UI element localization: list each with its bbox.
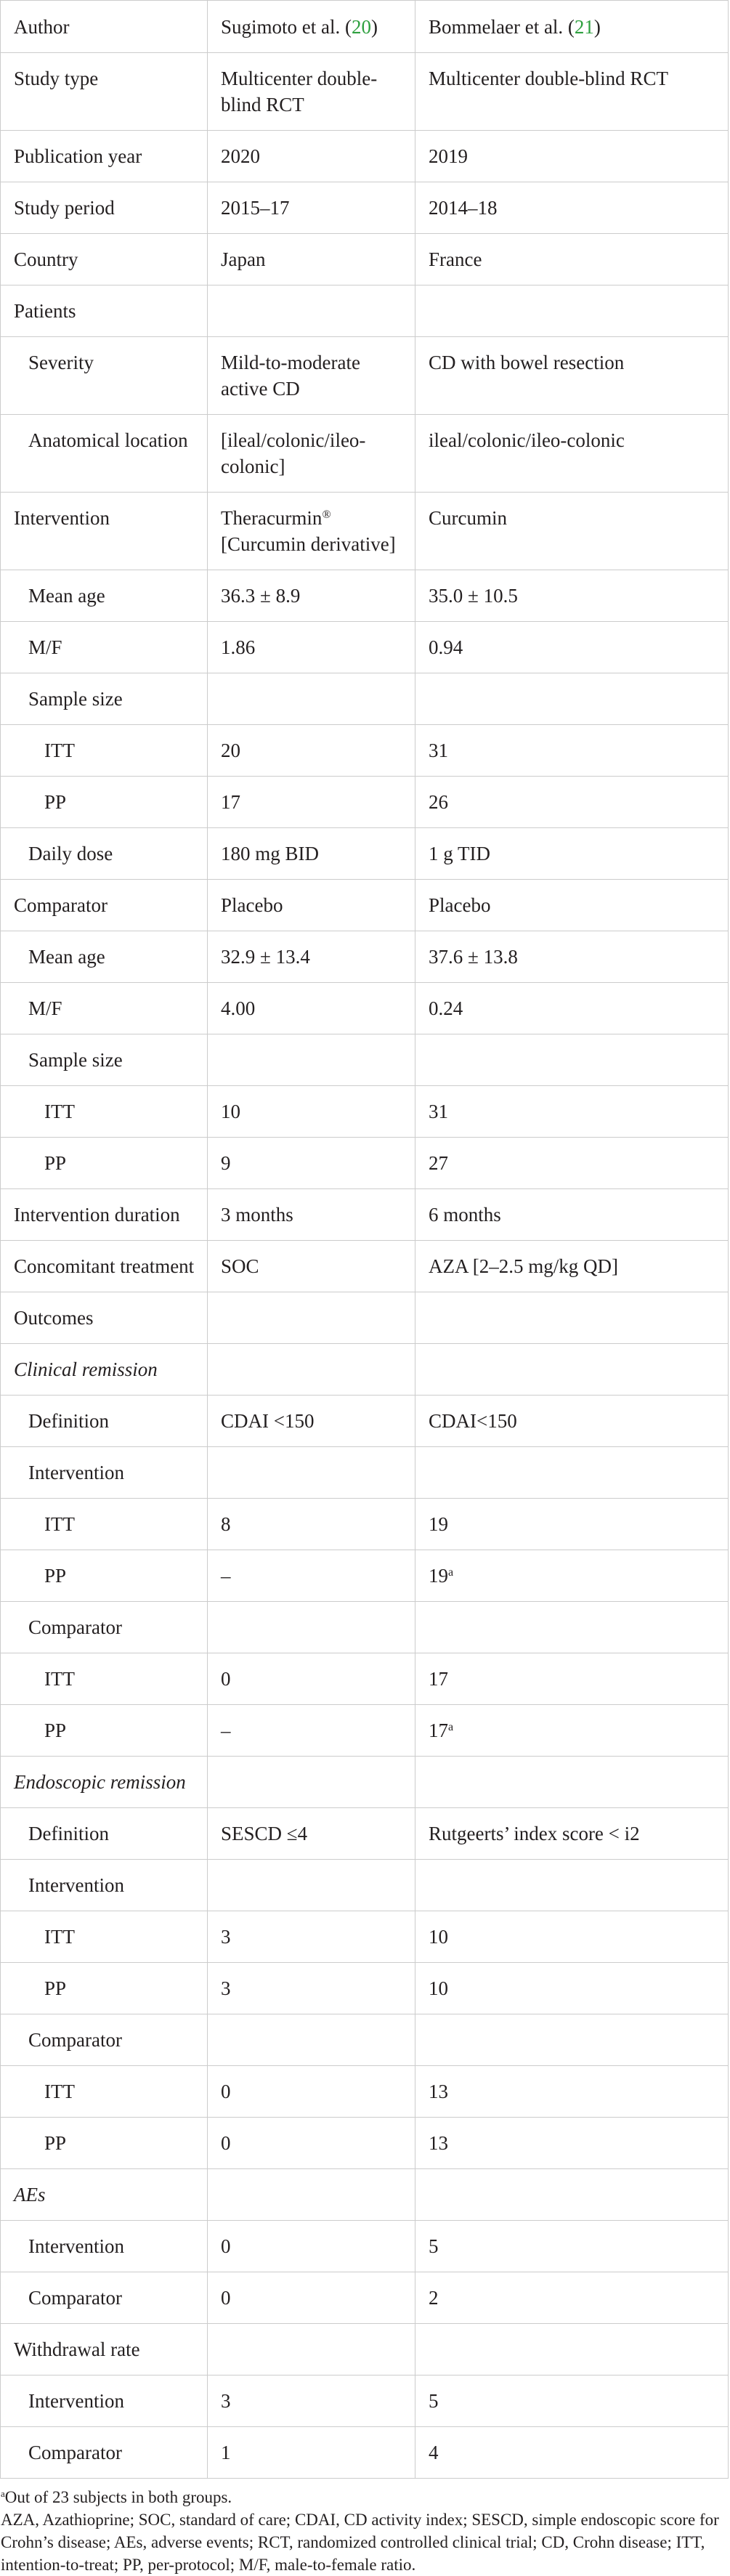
- table-row: [1, 1808, 729, 1860]
- row-label: M/F: [1, 983, 208, 1034]
- cell-bommelaer: 0.24: [415, 983, 729, 1034]
- cell-sugimoto: 1: [208, 2427, 415, 2479]
- cell-bommelaer: [415, 1602, 729, 1653]
- cell-bommelaer: 1 g TID: [415, 828, 729, 880]
- row-label: PP: [1, 777, 208, 828]
- cell-bommelaer: [415, 1292, 729, 1344]
- table-row: [1, 777, 729, 828]
- row-label: Comparator: [1, 2272, 208, 2324]
- cell-sugimoto: [208, 673, 415, 725]
- table-row: [1, 2014, 729, 2066]
- row-label: ITT: [1, 1086, 208, 1138]
- cell-bommelaer: AZA [2–2.5 mg/kg QD]: [415, 1241, 729, 1292]
- footnote-mark: a: [1, 2488, 5, 2499]
- cell-sugimoto: SOC: [208, 1241, 415, 1292]
- row-label: Publication year: [1, 131, 208, 182]
- cell-sugimoto: [208, 2324, 415, 2375]
- row-label: ITT: [1, 1499, 208, 1550]
- cell-sugimoto: 3 months: [208, 1189, 415, 1241]
- table-row: [1, 725, 729, 777]
- table-row: [1, 828, 729, 880]
- table-row: [1, 1447, 729, 1499]
- cell-bommelaer: 10: [415, 1963, 729, 2014]
- table-row: [1, 2272, 729, 2324]
- cell-sugimoto: Placebo: [208, 880, 415, 931]
- table-row: [1, 1911, 729, 1963]
- row-label: PP: [1, 1550, 208, 1602]
- cell-bommelaer: Placebo: [415, 880, 729, 931]
- cell-bommelaer: 2: [415, 2272, 729, 2324]
- cell-bommelaer: France: [415, 234, 729, 285]
- footnote-a: $^a$Out of 23 subjects in both groups.: [1, 2488, 232, 2506]
- cell-bommelaer: [415, 2324, 729, 2375]
- table-row: [1, 2427, 729, 2479]
- cell-bommelaer: Rutgeerts’ index score < i2: [415, 1808, 729, 1860]
- cell-sugimoto: 0: [208, 2066, 415, 2118]
- row-label: Endoscopic remission: [1, 1757, 208, 1808]
- header-study-2: Bommelaer et al. (21): [415, 1, 729, 53]
- row-label: Intervention: [1, 1447, 208, 1499]
- table-row: [1, 1602, 729, 1653]
- cell-sugimoto: 20: [208, 725, 415, 777]
- cell-bommelaer: Multicenter double-blind RCT: [415, 53, 729, 131]
- cell-bommelaer: 13: [415, 2066, 729, 2118]
- table-row: [1, 1241, 729, 1292]
- cell-bommelaer: 17: [415, 1653, 729, 1705]
- table-row: [1, 1396, 729, 1447]
- row-label: M/F: [1, 622, 208, 673]
- cell-bommelaer: CD with bowel resection: [415, 337, 729, 415]
- cell-bommelaer: 6 months: [415, 1189, 729, 1241]
- table-row: [1, 2375, 729, 2427]
- cell-sugimoto: 1.86: [208, 622, 415, 673]
- cell-bommelaer: 31: [415, 725, 729, 777]
- row-label: Mean age: [1, 931, 208, 983]
- row-label: Comparator: [1, 2014, 208, 2066]
- row-label: ITT: [1, 1911, 208, 1963]
- cell-sugimoto: 3: [208, 2375, 415, 2427]
- cell-sugimoto: 4.00: [208, 983, 415, 1034]
- cell-bommelaer: 17$^a$: [415, 1705, 729, 1757]
- cell-sugimoto: 36.3 ± 8.9: [208, 570, 415, 622]
- table-row: [1, 1292, 729, 1344]
- row-label: Intervention: [1, 1860, 208, 1911]
- row-label: Intervention: [1, 493, 208, 570]
- table-row: [1, 1189, 729, 1241]
- row-label: Sample size: [1, 673, 208, 725]
- table-row: [1, 234, 729, 285]
- cell-bommelaer: 2019: [415, 131, 729, 182]
- cell-bommelaer: 27: [415, 1138, 729, 1189]
- cell-bommelaer: Curcumin: [415, 493, 729, 570]
- cell-bommelaer: 5: [415, 2221, 729, 2272]
- cell-sugimoto: Mild-to-moderate active CD: [208, 337, 415, 415]
- table-row: [1, 1963, 729, 2014]
- row-label: Intervention: [1, 2221, 208, 2272]
- registered-mark: ®: [322, 509, 331, 521]
- table-row: [1, 53, 729, 131]
- table-row: [1, 131, 729, 182]
- row-label: Sample size: [1, 1034, 208, 1086]
- table-row: [1, 493, 729, 570]
- cell-sugimoto: 3: [208, 1963, 415, 2014]
- row-label: ITT: [1, 1653, 208, 1705]
- row-label: Comparator: [1, 880, 208, 931]
- cell-sugimoto: Japan: [208, 234, 415, 285]
- cell-sugimoto: [208, 1757, 415, 1808]
- cell-bommelaer: [415, 1344, 729, 1396]
- cell-bommelaer: [415, 1447, 729, 1499]
- cell-sugimoto: –: [208, 1550, 415, 1602]
- cell-bommelaer: 19$^a$: [415, 1550, 729, 1602]
- cell-bommelaer: 31: [415, 1086, 729, 1138]
- header-label: Author: [1, 1, 208, 53]
- cell-bommelaer: ileal/colonic/ileo-colonic: [415, 415, 729, 493]
- row-label: Patients: [1, 285, 208, 337]
- cell-sugimoto: 10: [208, 1086, 415, 1138]
- cell-sugimoto: 9: [208, 1138, 415, 1189]
- cell-sugimoto: 32.9 ± 13.4: [208, 931, 415, 983]
- table-row: [1, 1550, 729, 1602]
- row-label: Intervention duration: [1, 1189, 208, 1241]
- row-label: PP: [1, 1963, 208, 2014]
- row-label: Country: [1, 234, 208, 285]
- row-label: Mean age: [1, 570, 208, 622]
- row-label: Definition: [1, 1808, 208, 1860]
- cell-sugimoto: 180 mg BID: [208, 828, 415, 880]
- row-label: Clinical remission: [1, 1344, 208, 1396]
- row-label: Concomitant treatment: [1, 1241, 208, 1292]
- cell-bommelaer: 26: [415, 777, 729, 828]
- cell-sugimoto: [208, 1447, 415, 1499]
- table-row: [1, 983, 729, 1034]
- table-row: [1, 2324, 729, 2375]
- cell-sugimoto: –: [208, 1705, 415, 1757]
- row-label: Study period: [1, 182, 208, 234]
- header-study-1: Sugimoto et al. (20): [208, 1, 415, 53]
- cell-sugimoto: 0: [208, 2118, 415, 2169]
- cell-sugimoto: CDAI <150: [208, 1396, 415, 1447]
- citation-link-21[interactable]: 21: [574, 16, 594, 38]
- cell-sugimoto: 17: [208, 777, 415, 828]
- table-row: [1, 182, 729, 234]
- cell-bommelaer: CDAI<150: [415, 1396, 729, 1447]
- footnote-mark: a: [448, 1721, 454, 1733]
- cell-bommelaer: [415, 285, 729, 337]
- row-label: Severity: [1, 337, 208, 415]
- table-row: [1, 673, 729, 725]
- table-row: [1, 1757, 729, 1808]
- cell-bommelaer: [415, 673, 729, 725]
- table-footnotes: [0, 2479, 730, 2576]
- table-row: [1, 570, 729, 622]
- row-label: Withdrawal rate: [1, 2324, 208, 2375]
- row-label: PP: [1, 1705, 208, 1757]
- table-row: [1, 2118, 729, 2169]
- cell-sugimoto: [208, 1292, 415, 1344]
- cell-bommelaer: 2014–18: [415, 182, 729, 234]
- table-row: [1, 931, 729, 983]
- cell-sugimoto: [ileal/colonic/ileo-colonic]: [208, 415, 415, 493]
- row-label: Study type: [1, 53, 208, 131]
- cell-bommelaer: 0.94: [415, 622, 729, 673]
- table-row: [1, 880, 729, 931]
- table-row: [1, 285, 729, 337]
- cell-bommelaer: 13: [415, 2118, 729, 2169]
- cell-sugimoto: 0: [208, 2272, 415, 2324]
- table-row: [1, 1499, 729, 1550]
- cell-sugimoto: [208, 1034, 415, 1086]
- row-label: PP: [1, 2118, 208, 2169]
- row-label: Daily dose: [1, 828, 208, 880]
- table-header-row: [1, 1, 729, 53]
- table-row: [1, 1138, 729, 1189]
- citation-link-20[interactable]: 20: [351, 16, 371, 38]
- cell-sugimoto: [208, 2014, 415, 2066]
- cell-bommelaer: 19: [415, 1499, 729, 1550]
- cell-sugimoto: [208, 285, 415, 337]
- table-row: [1, 337, 729, 415]
- row-label: AEs: [1, 2169, 208, 2221]
- abbreviations-note: AZA, Azathioprine; SOC, standard of care; CDAI, CD activity index; SESCD, simple endoscopic score for Crohn’s disease; AEs, adverse events; RCT, randomized controlled clinical trial; CD, Crohn disease; ITT, intention-to-treat; PP, per-protocol; M/F, male-to-female ratio.: [1, 2511, 719, 2574]
- row-label: ITT: [1, 2066, 208, 2118]
- cell-sugimoto: SESCD ≤4: [208, 1808, 415, 1860]
- cell-bommelaer: [415, 2169, 729, 2221]
- cell-sugimoto: [208, 2169, 415, 2221]
- footnote-mark: a: [448, 1566, 454, 1579]
- row-label: Comparator: [1, 1602, 208, 1653]
- cell-sugimoto: 0: [208, 2221, 415, 2272]
- cell-bommelaer: 35.0 ± 10.5: [415, 570, 729, 622]
- table-row: [1, 1705, 729, 1757]
- table-row: [1, 1344, 729, 1396]
- cell-sugimoto: 2015–17: [208, 182, 415, 234]
- cell-sugimoto: 3: [208, 1911, 415, 1963]
- cell-bommelaer: [415, 1860, 729, 1911]
- row-label: Outcomes: [1, 1292, 208, 1344]
- table-row: [1, 1653, 729, 1705]
- cell-sugimoto: [208, 1860, 415, 1911]
- cell-sugimoto: 8: [208, 1499, 415, 1550]
- cell-bommelaer: 37.6 ± 13.8: [415, 931, 729, 983]
- cell-sugimoto: 0: [208, 1653, 415, 1705]
- cell-bommelaer: [415, 1034, 729, 1086]
- table-row: [1, 1034, 729, 1086]
- table-row: [1, 2221, 729, 2272]
- table-row: [1, 622, 729, 673]
- cell-sugimoto: Theracurmin® [Curcumin derivative]: [208, 493, 415, 570]
- cell-bommelaer: 5: [415, 2375, 729, 2427]
- table-row: [1, 1860, 729, 1911]
- cell-sugimoto: [208, 1602, 415, 1653]
- cell-sugimoto: Multicenter double-blind RCT: [208, 53, 415, 131]
- cell-bommelaer: [415, 2014, 729, 2066]
- cell-sugimoto: 2020: [208, 131, 415, 182]
- row-label: PP: [1, 1138, 208, 1189]
- row-label: Definition: [1, 1396, 208, 1447]
- cell-bommelaer: 4: [415, 2427, 729, 2479]
- table-row: [1, 2066, 729, 2118]
- row-label: Anatomical location: [1, 415, 208, 493]
- table-row: [1, 415, 729, 493]
- cell-bommelaer: 10: [415, 1911, 729, 1963]
- cell-sugimoto: [208, 1344, 415, 1396]
- cell-bommelaer: [415, 1757, 729, 1808]
- row-label: Comparator: [1, 2427, 208, 2479]
- table-row: [1, 2169, 729, 2221]
- row-label: ITT: [1, 725, 208, 777]
- row-label: Intervention: [1, 2375, 208, 2427]
- table-row: [1, 1086, 729, 1138]
